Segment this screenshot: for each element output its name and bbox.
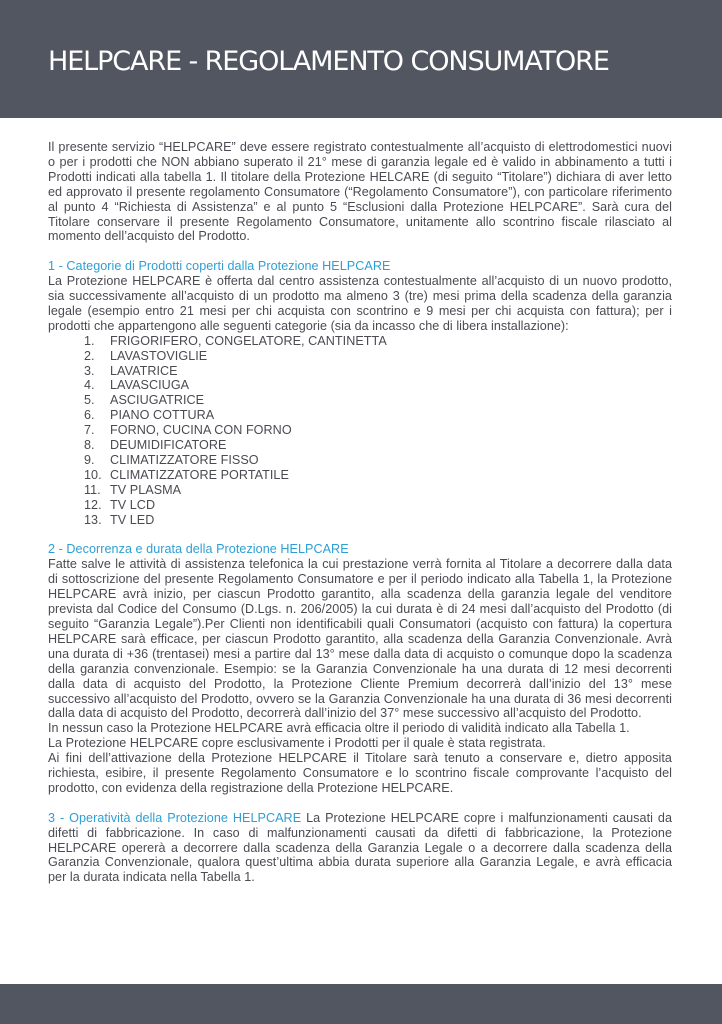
list-item: 3. LAVATRICE — [84, 363, 178, 378]
list-item: 9. CLIMATIZZATORE FISSO — [84, 453, 259, 468]
list-item: 13. TV LED — [84, 512, 155, 527]
page-header — [0, 0, 722, 118]
list-item: 12. TV LCD — [84, 497, 156, 512]
section-3-body: La Protezione HELPCARE copre i malfunzionamenti causati da difetti di fabbricazione. In caso di malfunzionamenti causati da difetti di fabbricazione, la Protezione HELPCARE opererà a decorrere dalla scadenza della Garanzia Legale o a decorrere dalla scadenza della Garanzia Convenzionale, qualora quest’ultima abbia durata superiore alla Garanzia Legale, e avrà efficacia per la durata indicata nella Tabella 1. — [48, 810, 672, 885]
page-footer — [0, 984, 722, 1024]
section-1-title: 1 - Categorie di Prodotti coperti dalla Protezione HELPCARE — [48, 259, 391, 274]
list-item: 1. FRIGORIFERO, CONGELATORE, CANTINETTA — [84, 333, 387, 348]
section-2 — [48, 542, 672, 795]
list-item: 5. ASCIUGATRICE — [84, 393, 205, 408]
document-body — [48, 140, 672, 885]
section-3-paragraph — [48, 811, 672, 886]
section-2-paragraph-1: Fatte salve le attività di assistenza telefonica la cui prestazione verrà fornita al Titolare a decorrere dalla data di sottoscrizione del presente Regolamento Consumatore e per il periodo indicato alla Tabella 1, la Protezione HELPCARE avrà inizio, per ciascun Prodotto garantito, alla scadenza della garanzia legale del venditore prevista dal Codice del Consumo (D.Lgs. n. 206/2005) la cui durata è di 24 mesi dall’acquisto del Prodotto (di seguito “Garanzia Legale”).Per Clienti non identificabili quali Consumatori (acquisto con fattura) la copertura HELPCARE sarà efficace, per ciascun Prodotto garantito, alla scadenza della Garanzia Convenzionale. Avrà una durata di +36 (trentasei) mesi a partire dal 13° mese dalla data di acquisto o comunque dopo la scadenza della garanzia convenzionale. Esempio: se la Garanzia Convenzionale ha una durata di 12 mesi decorrenti dalla data di acquisto del Prodotto, la Protezione Cliente Premium decorrerà dall’inizio del 13° mese successivo all’acquisto del Prodotto, ovvero se la Garanzia Convenzionale ha una durata di 36 mesi decorrenti dalla data di acquisto del Prodotto, decorrerà dall’inizio del 37° mese successivo all’acquisto del Prodotto. — [48, 557, 672, 721]
intro-paragraph: Il presente servizio “HELPCARE” deve essere registrato contestualmente all’acquisto di elettrodomestici nuovi o per i prodotti che NON abbiano superato il 21° mese di garanzia legale ed è valido in abbinamento a tutti i Prodotti indicati alla tabella 1. Il titolare della Protezione HELCARE (di seguito “Titolare”) dichiara di aver letto ed approvato il presente regolamento Consumatore (“Regolamento Consumatore”), con particolare riferimento al punto 4 “Richiesta di Assistenza” e al punto 5 “Esclusioni dalla Protezione HELPCARE”. Sarà cura del Titolare conservare il presente Regolamento Consumatore, unitamente allo scontrino fiscale rilasciato al momento dell’acquisto del Prodotto. — [48, 140, 672, 244]
list-item: 7. FORNO, CUCINA CON FORNO — [84, 423, 292, 438]
list-item: 11. TV PLASMA — [84, 482, 182, 497]
list-item: 2. LAVASTOVIGLIE — [84, 348, 208, 363]
list-item: 6. PIANO COTTURA — [84, 408, 215, 423]
section-2-title: 2 - Decorrenza e durata della Protezione HELPCARE — [48, 542, 349, 557]
section-3 — [48, 811, 672, 886]
list-item: 10. CLIMATIZZATORE PORTATILE — [84, 467, 289, 482]
section-1 — [48, 259, 672, 527]
section-2-paragraph-3: La Protezione HELPCARE copre esclusivamente i Prodotti per il quale è stata registrata. — [48, 736, 546, 751]
page-title: HELPCARE - REGOLAMENTO CONSUMATORE — [48, 46, 609, 77]
section-2-paragraph-2: In nessun caso la Protezione HELPCARE avrà efficacia oltre il periodo di validità indicato alla Tabella 1. — [48, 721, 630, 736]
category-list — [48, 334, 672, 528]
section-1-body: La Protezione HELPCARE è offerta dal centro assistenza contestualmente all’acquisto di un nuovo prodotto, sia successivamente all’acquisto di un prodotto ma almeno 3 (tre) mesi prima della scadenza della garanzia legale (esempio entro 21 mesi per chi acquista con scontrino e 9 mesi per chi acquista con fattura); per i prodotti che appartengono alle seguenti categorie (sia da incasso che di libera installazione): — [48, 274, 672, 333]
section-3-title: 3 - Operatività della Protezione HELPCARE — [48, 810, 302, 825]
list-item: 8. DEUMIDIFICATORE — [84, 438, 227, 453]
section-2-paragraph-4: Ai fini dell’attivazione della Protezione HELPCARE il Titolare sarà tenuto a conservare e, dietro apposita richiesta, esibire, il presente Regolamento Consumatore e lo scontrino fiscale comprovante l’acquisto del prodotto, con evidenza della registrazione della Protezione HELPCARE. — [48, 751, 672, 795]
list-item: 4. LAVASCIUGA — [84, 378, 190, 393]
